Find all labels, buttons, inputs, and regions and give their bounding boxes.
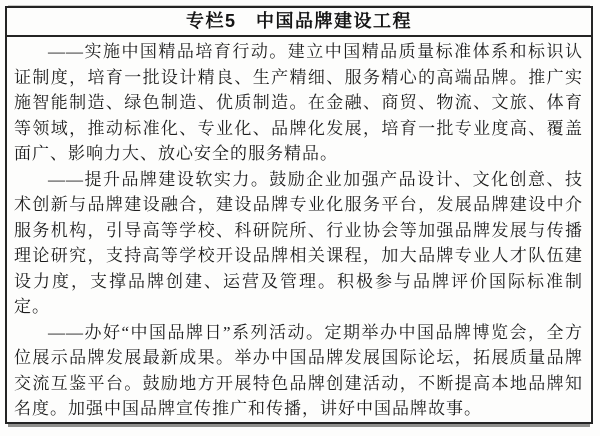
panel-title: 专栏5 中国品牌建设工程 <box>7 8 591 37</box>
paragraph: ——实施中国精品培育行动。建立中国精品质量标准体系和标识认证制度，培育一批设计精良、生产精细、服务精心的高端品牌。推广实施智能制造、绿色制造、优质制造。在金融、商贸、物流、文旅、体育等领域，推动标准化、专业化、品牌化发展，培育一批专业度高、覆盖面广、影响力大、放心安全的服务精品。 <box>14 42 583 163</box>
paragraph: ——办好“中国品牌日”系列活动。定期举办中国品牌博览会，全方位展示品牌发展最新成果。举办中国品牌发展国际论坛，拓展质量品牌交流互鉴平台。鼓励地方开展特色品牌创建活动，不断提高本地品牌知名度。加强中国品牌宣传推广和传播，讲好中国品牌故事。 <box>14 322 583 418</box>
paragraph: ——提升品牌建设软实力。鼓励企业加强产品设计、文化创意、技术创新与品牌建设融合，建设品牌专业化服务平台，发展品牌建设中介服务机构，引导高等学校、科研院所、行业协会等加强品牌发展与传播理论研究，支持高等学校开设品牌相关课程，加大品牌专业人才队伍建设力度，支撑品牌创建、运营及管理。积极参与品牌评价国际标准制定。 <box>14 169 583 316</box>
panel-body <box>7 37 591 422</box>
brand-project-panel <box>5 6 593 424</box>
